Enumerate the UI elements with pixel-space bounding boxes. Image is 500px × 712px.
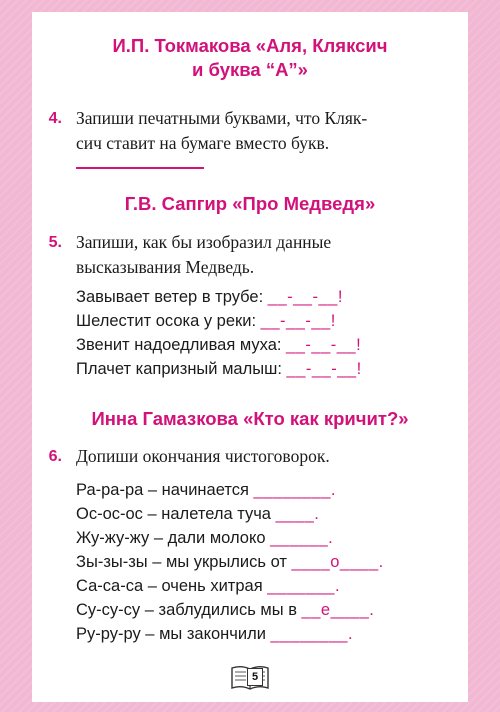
exercise-text: Ра-ра-ра – начинается [76, 481, 254, 499]
task-instruction-line: Допиши окончания чистоговорок. [76, 446, 330, 466]
section-title-line: Инна Гамазкова «Кто как кричит?» [91, 408, 409, 429]
exercise-row [76, 550, 466, 574]
exercise-text: Жу-жу-жу – дали молоко [76, 529, 271, 547]
task-instruction [76, 106, 462, 156]
section-title-line: и буква “А”» [192, 59, 308, 80]
task-number: 5. [48, 234, 62, 251]
exercise-row [76, 622, 466, 646]
answer-blank[interactable]: ________. [270, 625, 354, 643]
page-footer [229, 662, 271, 694]
page-number: 5 [247, 668, 263, 686]
exercise-row [76, 357, 466, 381]
exercise-row [76, 309, 466, 333]
exercise-text: Шелестит осока у реки: [76, 312, 261, 330]
section-title-gamazkova [32, 407, 468, 431]
answer-blank[interactable]: ____о____. [291, 553, 384, 571]
exercise-row [76, 598, 466, 622]
task-5 [42, 230, 462, 280]
exercise-row [76, 502, 466, 526]
exercise-row [76, 526, 466, 550]
exercise-text: Завывает ветер в трубе: [76, 288, 268, 306]
task-4 [42, 106, 462, 156]
answer-blank[interactable]: __е____. [301, 601, 375, 619]
exercise-row [76, 478, 466, 502]
answer-blank[interactable]: ______. [270, 529, 334, 547]
section-title-tokmakova [32, 34, 468, 82]
task-6 [42, 444, 462, 469]
exercise-text: Зы-зы-зы – мы укрылись от [76, 553, 292, 571]
task-instruction-line: сич ставит на бумаге вместо букв. [76, 133, 330, 153]
answer-blank[interactable]: __-__-__! [286, 360, 362, 378]
section-title-line: Г.В. Сапгир «Про Медведя» [124, 193, 376, 214]
task-instruction-line: Запиши печатными буквами, что Кляк- [76, 108, 368, 128]
task-number: 4. [48, 110, 62, 127]
exercise-row [76, 285, 466, 309]
answer-blank[interactable]: ________. [253, 481, 336, 499]
answer-blank[interactable]: __-__-__! [267, 288, 343, 306]
exercise-text: Плачет капризный малыш: [76, 360, 287, 378]
task-instruction-line: Запиши, как бы изобразил данные [76, 232, 332, 252]
answer-blank-line[interactable] [76, 167, 204, 169]
exercise-text: Ру-ру-ру – мы закончили [76, 625, 271, 643]
book-page [32, 12, 468, 702]
section-title-line: И.П. Токмакова «Аля, Кляксич [112, 35, 388, 56]
exercise-text: Са-са-са – очень хитрая [76, 577, 268, 595]
exercise-text: Звенит надоедливая муха: [76, 336, 287, 354]
task-instruction [76, 444, 462, 469]
exercise-text: Су-су-су – заблудились мы в [76, 601, 302, 619]
section-title-sapgir [32, 192, 468, 216]
answer-blank[interactable]: ____. [275, 505, 320, 523]
task-instruction [76, 230, 462, 280]
exercise-text: Ос-ос-ос – налетела туча [76, 505, 276, 523]
task-instruction-line: высказывания Медведь. [76, 257, 255, 277]
answer-blank[interactable]: __-__-__! [286, 336, 362, 354]
task-number: 6. [48, 448, 62, 465]
answer-blank[interactable]: __-__-__! [260, 312, 336, 330]
exercise-row [76, 574, 466, 598]
answer-blank[interactable]: _______. [267, 577, 341, 595]
exercise-row [76, 333, 466, 357]
